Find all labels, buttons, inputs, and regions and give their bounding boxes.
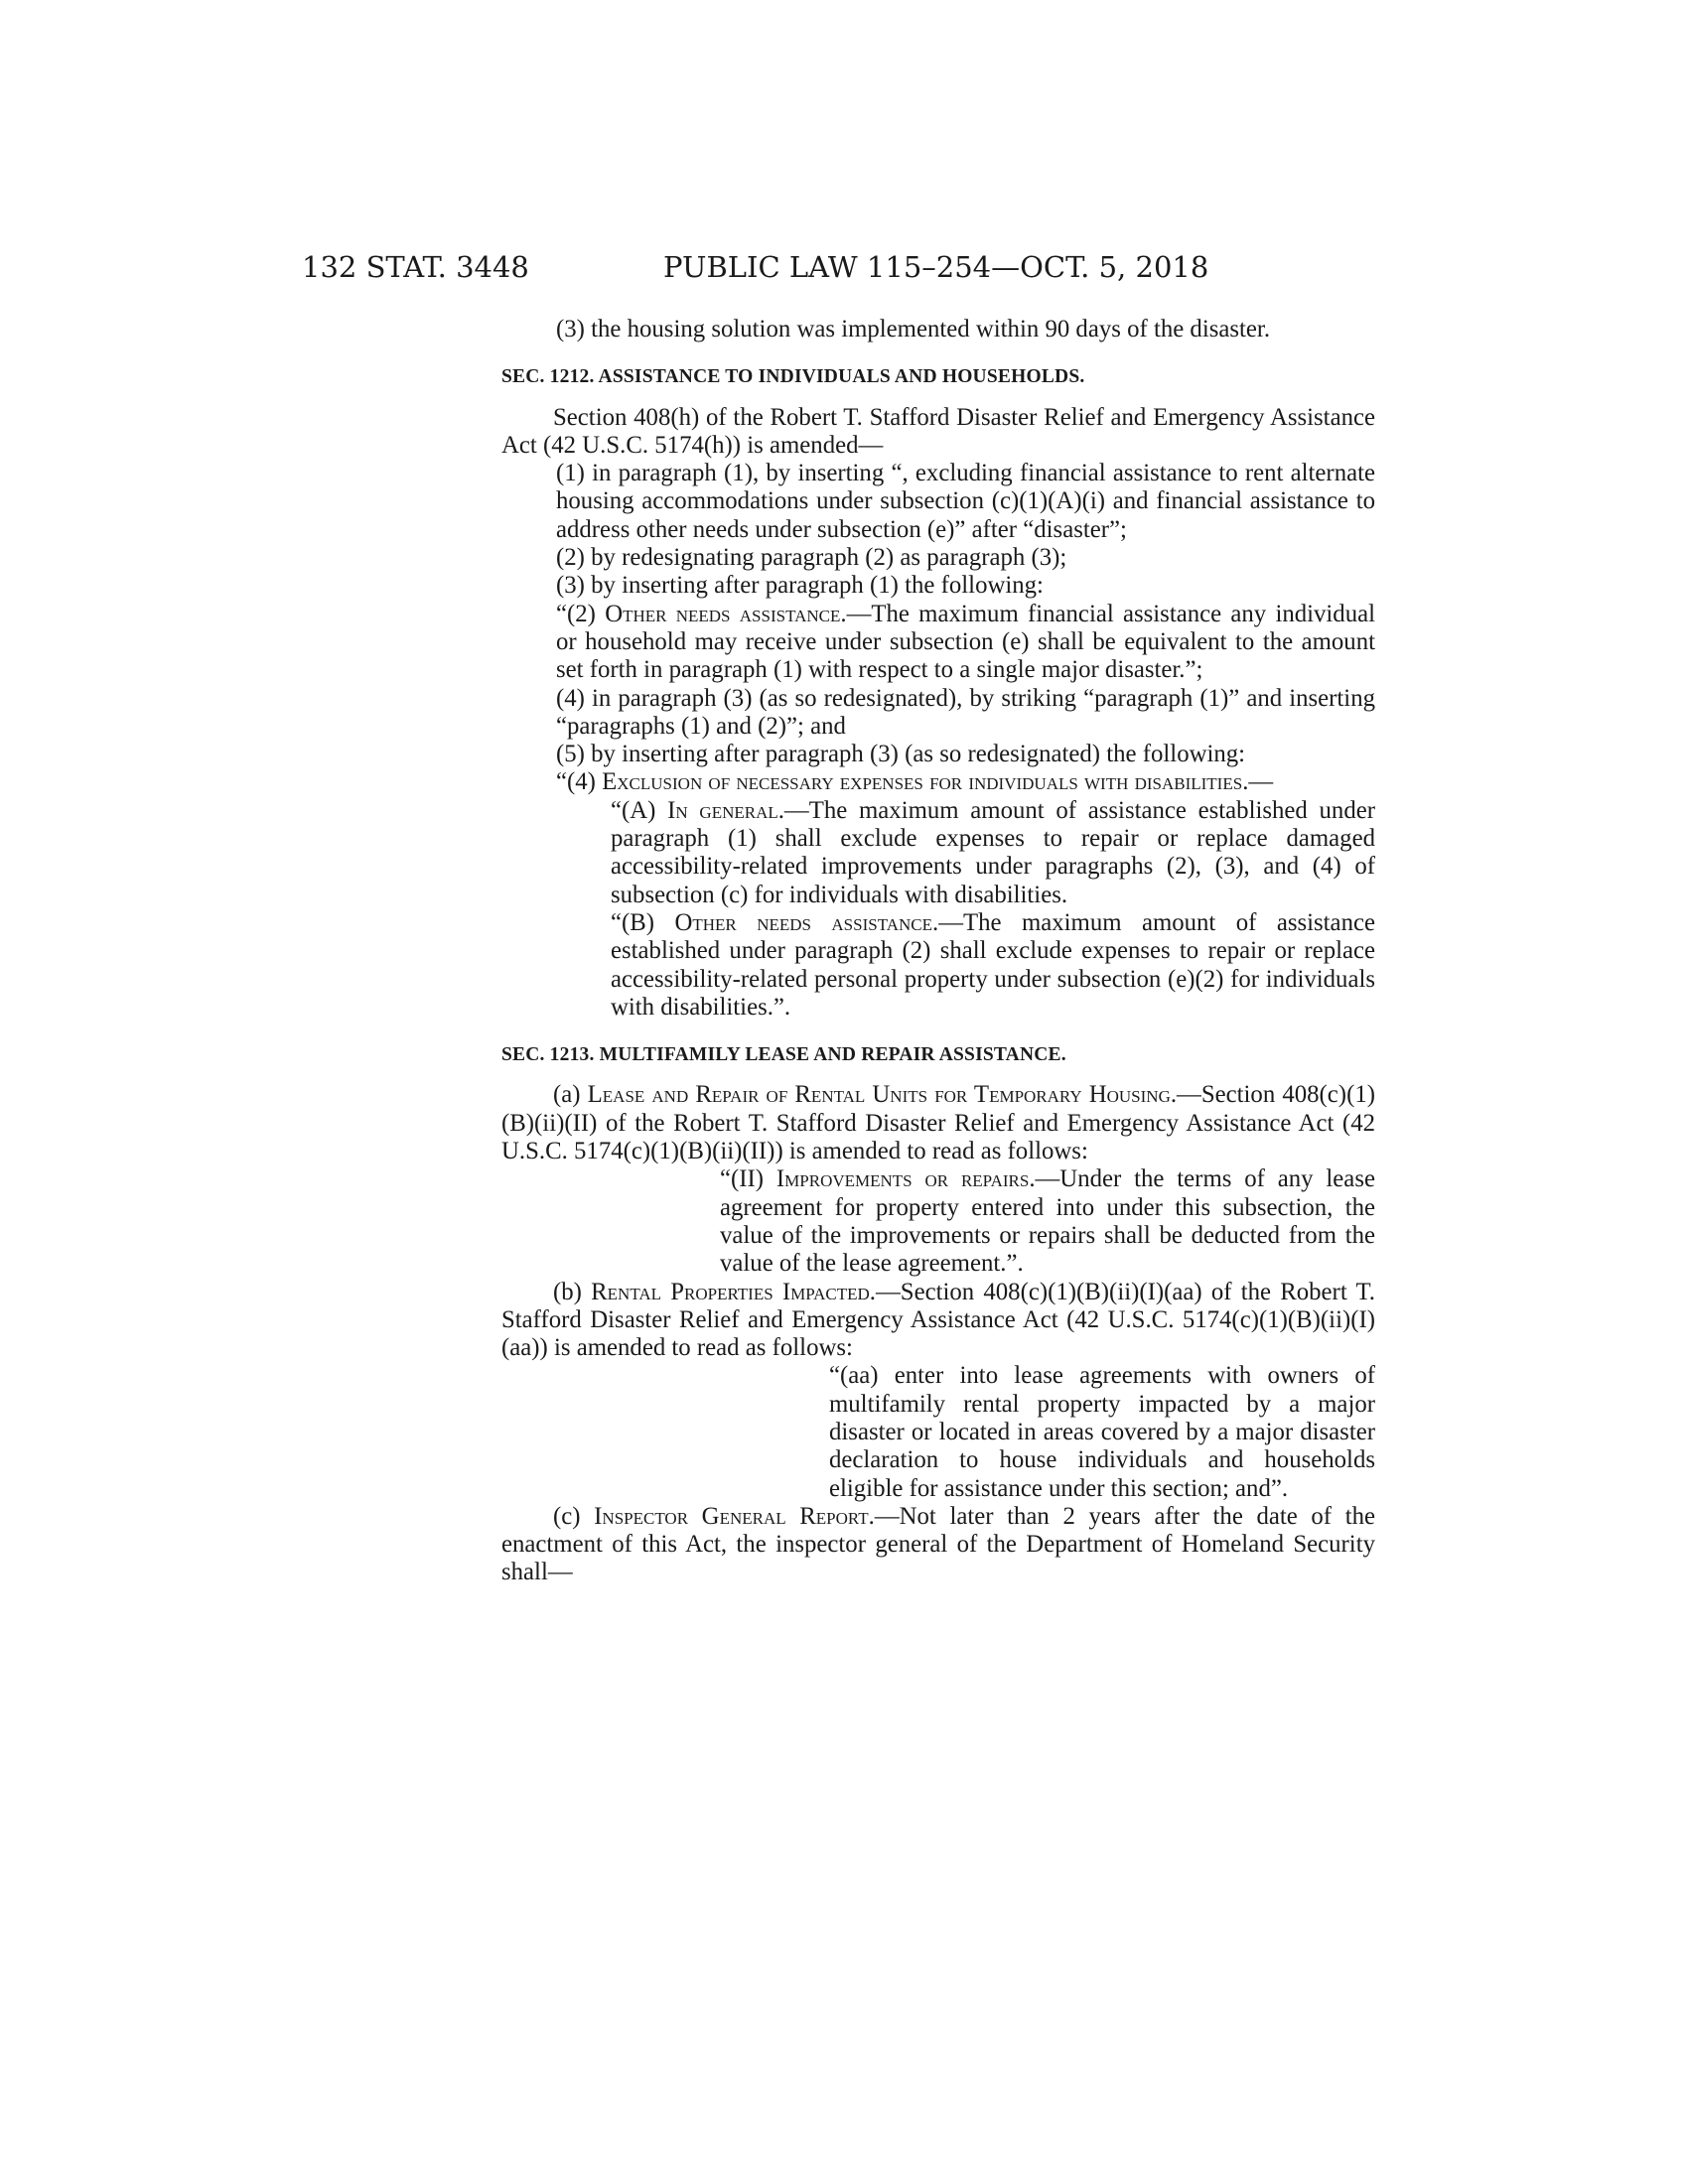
- statute-body: [501, 316, 1375, 1587]
- quoted-paragraph-4-caption: Exclusion of necessary expenses for individuals with disabilities: [602, 768, 1243, 796]
- subsection-b-text: .—Section 408(c)(1)(B)(ii)(I)(aa) of the Robert T. Stafford Disaster Relief and Emergency Assistance Act (42 U.S.C. 5174(c)(1)(B)(ii)(I)(aa)) is amended to read as follows:: [501, 1278, 1375, 1362]
- section-1212-item-5: (5) by inserting after paragraph (3) (as so redesignated) the following:: [556, 741, 1246, 768]
- section-1212-item-4: (4) in paragraph (3) (as so redesignated), by striking “paragraph (1)” and inserting “paragraphs (1) and (2)”; and: [556, 684, 1375, 740]
- section-1212-heading: SEC. 1212. ASSISTANCE TO INDIVIDUALS AND HOUSEHOLDS.: [501, 366, 1085, 388]
- quoted-paragraph-4-dash: .—: [1242, 768, 1274, 796]
- subsection-c-letter: (c): [553, 1502, 595, 1530]
- section-1213-quoted-item-aa: “(aa) enter into lease agreements with owners of multifamily rental property impacted by a major disaster or located in areas covered by a major disaster declaration to house individuals and households eligible for assistance under this section; and”.: [829, 1362, 1375, 1502]
- public-law-title: PUBLIC LAW 115–254—OCT. 5, 2018: [663, 250, 1209, 284]
- quoted-subparagraph-b-letter: “(B): [611, 908, 675, 936]
- section-1213-subsection-c: [501, 1503, 1375, 1587]
- section-1212-item-3: (3) by inserting after paragraph (1) the following:: [556, 572, 1044, 600]
- quoted-subclause-ii-caption: Improvements or repairs: [775, 1165, 1030, 1193]
- section-1213-quoted-subclause-ii: [501, 1165, 1375, 1278]
- quoted-subclause-ii-number: “(II): [720, 1165, 776, 1193]
- statute-page-number: 132 STAT. 3448: [302, 250, 529, 284]
- quoted-subparagraph-a-letter: “(A): [611, 796, 668, 824]
- quoted-paragraph-2-number: “(2): [556, 600, 606, 627]
- subsection-b-caption: Rental Properties Impacted: [591, 1278, 870, 1305]
- section-1212-quoted-subparagraph-a: [501, 797, 1375, 909]
- quoted-subparagraph-b-caption: Other needs assistance: [674, 908, 932, 936]
- section-1213-heading: SEC. 1213. MULTIFAMILY LEASE AND REPAIR ASSISTANCE.: [501, 1044, 1066, 1066]
- section-1212-quoted-paragraph-2: [501, 601, 1375, 685]
- subsection-c-text: .—Not later than 2 years after the date of the enactment of this Act, the inspector general of the Department of Homeland Security shall—: [501, 1502, 1375, 1586]
- quoted-subparagraph-a-text: .—The maximum amount of assistance established under paragraph (1) shall exclude expenses to repair or replace damaged accessibility-related improvements under paragraphs (2), (3), and (4) of subsection (c) for individuals with disabilities.: [611, 796, 1375, 908]
- subsection-b-letter: (b): [553, 1278, 592, 1305]
- quoted-subparagraph-a-caption: In general: [667, 796, 778, 824]
- section-1212-intro: Section 408(h) of the Robert T. Stafford Disaster Relief and Emergency Assistance Act (42 U.S.C. 5174(h)) is amended—: [501, 403, 1375, 459]
- quoted-paragraph-2-caption: Other needs assistance: [605, 600, 841, 627]
- carried-paragraph: [501, 316, 1375, 343]
- section-1213-subsection-a: [501, 1081, 1375, 1165]
- subsection-c-caption: Inspector General Report: [594, 1502, 869, 1530]
- subsection-a-text: .—Section 408(c)(1)(B)(ii)(II) of the Robert T. Stafford Disaster Relief and Emergency Assistance Act (42 U.S.C. 5174(c)(1)(B)(ii)(II)) is amended to read as follows:: [501, 1081, 1375, 1165]
- quoted-paragraph-4-number: “(4): [556, 768, 603, 796]
- section-1212-quoted-paragraph-4: [501, 768, 1375, 796]
- section-1213-subsection-b: [501, 1279, 1375, 1363]
- subsection-a-caption: Lease and Repair of Rental Units for Temporary Housing: [587, 1081, 1171, 1109]
- section-1212-item-1: (1) in paragraph (1), by inserting “, excluding financial assistance to rent alternate housing accommodations under subsection (c)(1)(A)(i) and financial assistance to address other needs under subsection (e)” after “disaster”;: [556, 460, 1375, 543]
- quoted-subparagraph-b-text: .—The maximum amount of assistance established under paragraph (2) shall exclude expenses to repair or replace accessibility-related personal property under subsection (e)(2) for individuals with disabilities.”.: [611, 908, 1375, 1021]
- carried-paragraph-text: (3) the housing solution was implemented within 90 days of the disaster.: [556, 316, 1271, 342]
- subsection-a-letter: (a): [553, 1081, 588, 1109]
- section-1212-quoted-subparagraph-b: [501, 909, 1375, 1022]
- quoted-subclause-ii-text: .—Under the terms of any lease agreement for property entered into under this subsection, the value of the improvements or repairs shall be deducted from the value of the lease agreement.”.: [720, 1165, 1375, 1278]
- running-head: [0, 250, 1688, 290]
- section-1212-item-2: (2) by redesignating paragraph (2) as paragraph (3);: [556, 544, 1067, 572]
- quoted-paragraph-2-text: .—The maximum financial assistance any individual or household may receive under subsection (e) shall be equivalent to the amount set forth in paragraph (1) with respect to a single major disaster.”;: [556, 600, 1375, 684]
